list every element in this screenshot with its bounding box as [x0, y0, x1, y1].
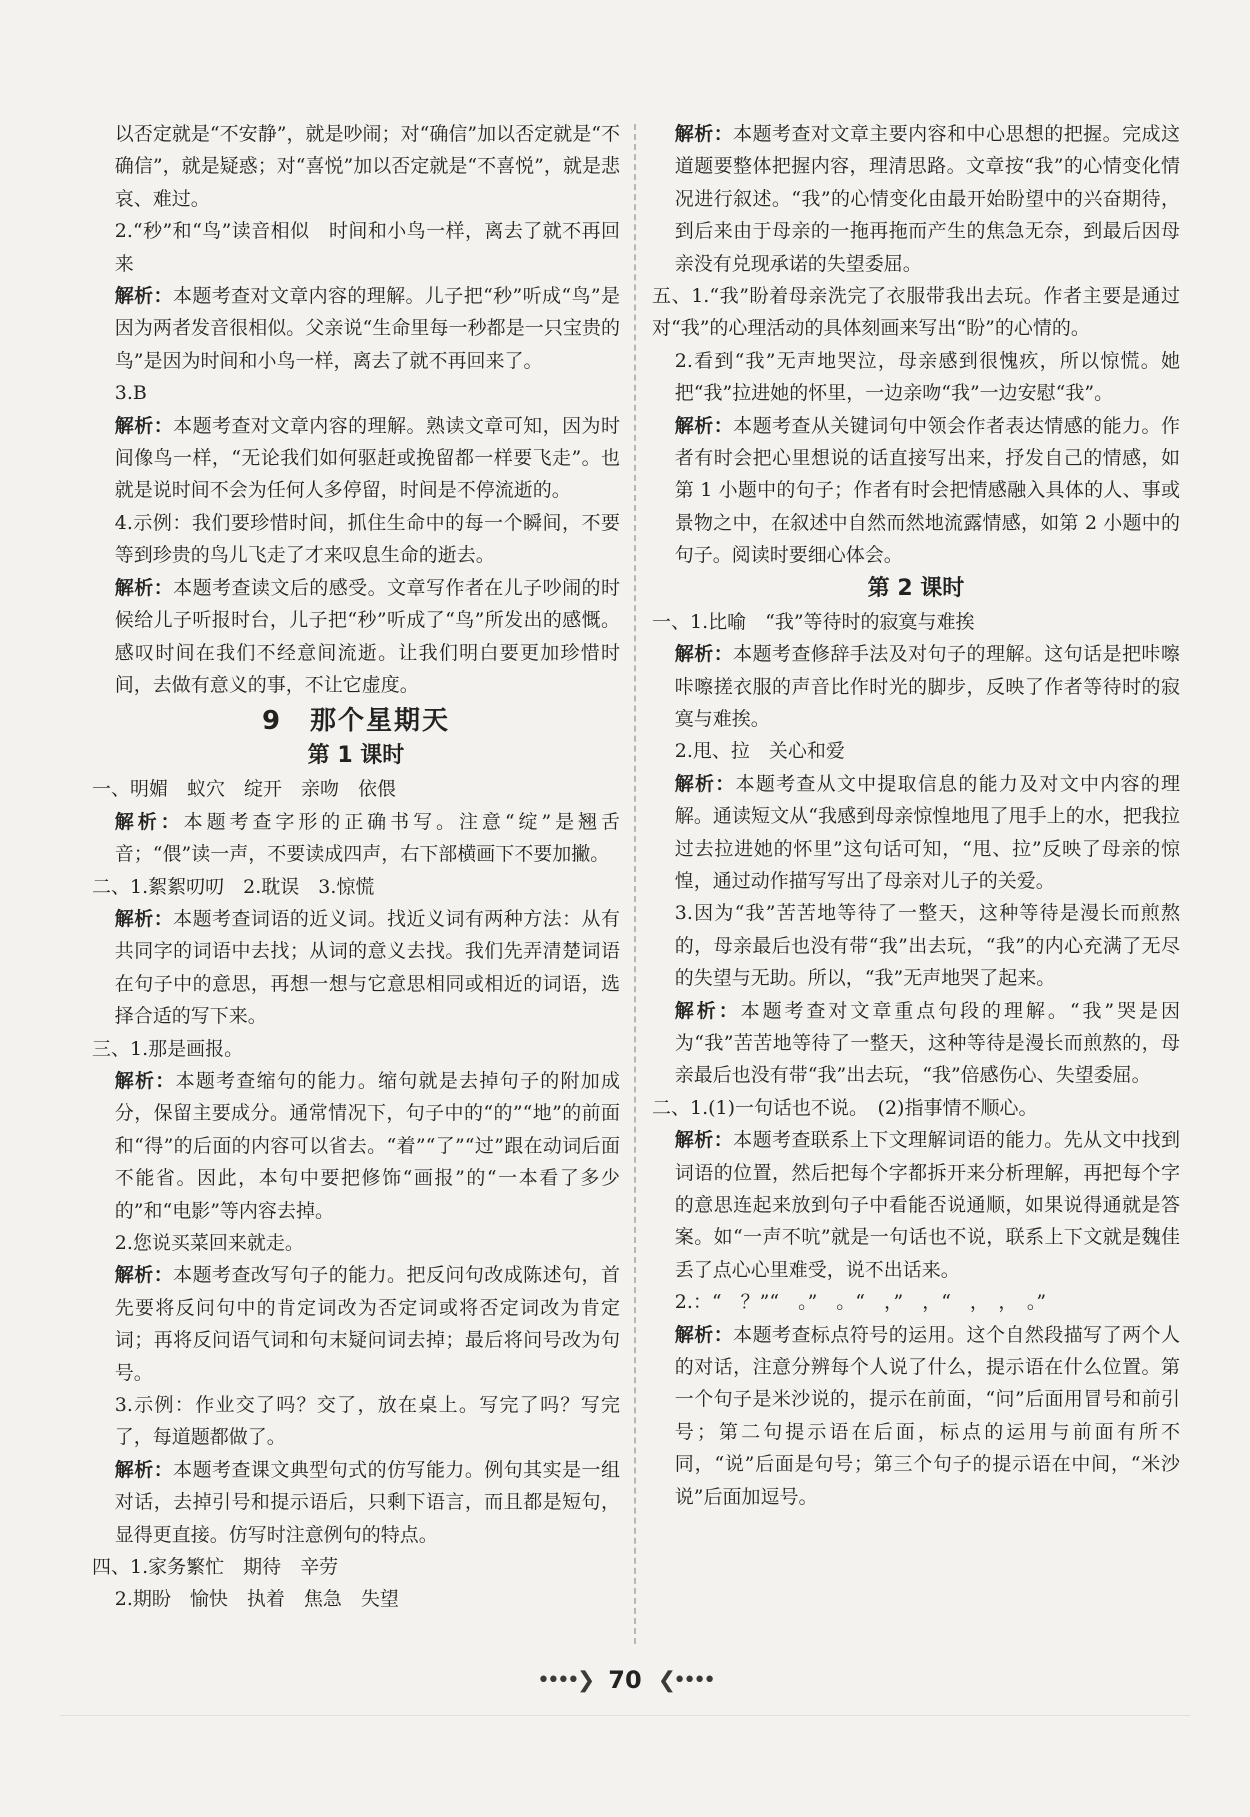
- answer-lesson2-2: 2.甩、拉 关心和爱: [674, 740, 845, 763]
- analysis-label: 解析：: [674, 1323, 734, 1346]
- answer-part-3-3: 3.示例：作业交了吗？交了，放在桌上。写完了吗？写完了，每道题都做了。: [114, 1394, 620, 1449]
- answer-part-5-1: 五、1.“我”盼着母亲洗完了衣服带我出去玩。作者主要是通过对“我”的心理活动的具体刻画来写出“盼”的心情的。: [652, 285, 1180, 340]
- section-title-1: 第 1 课时: [307, 743, 405, 769]
- analysis-label: 解析：: [674, 999, 741, 1022]
- analysis-label: 解析：: [114, 285, 173, 308]
- answer-text: 以否定就是“不安静”，就是吵闹；对“确信”加以否定就是“不确信”，就是疑惑；对“喜悦”加以否定就是“不喜悦”，就是悲哀、难过。: [114, 123, 620, 210]
- page-footer: [0, 1666, 1250, 1694]
- analysis-label: 解析：: [114, 907, 174, 930]
- analysis-label: 解析：: [114, 576, 174, 599]
- analysis-label: 解析：: [674, 643, 734, 666]
- left-arrow-icon: ❮••••: [657, 1667, 714, 1693]
- analysis-label: 解析：: [114, 810, 184, 833]
- analysis-label: 解析：: [114, 1264, 174, 1287]
- analysis-label: 解析：: [674, 414, 734, 437]
- lesson-title: 9 那个星期天: [261, 706, 451, 737]
- answer-q4: 4.示例：我们要珍惜时间，抓住生命中的每一个瞬间，不要等到珍贵的鸟儿飞走了才来叹息生命的逝去。: [114, 511, 620, 567]
- analysis-part-2: 解析：本题考查词语的近义词。找近义词有两种方法：从有共同字的词语中去找；从词的意义去找。我们先弄清楚词语在句子中的意思，再想一想与它意思相同或相近的词语，选择合适的写下来。: [114, 907, 620, 1028]
- analysis-part-3-3: 解析：本题考查课文典型句式的仿写能力。例句其实是一组对话，去掉引号和提示语后，只剩下语言，而且都是短句，显得更直接。仿写时注意例句的特点。: [114, 1458, 620, 1546]
- right-column: [652, 118, 1180, 1513]
- column-divider: [634, 124, 636, 1644]
- analysis-lesson2-3: 解析：本题考查对文章重点句段的理解。“我”哭是因为“我”苦苦地等待了一整天，这种等待是漫长而煎熬的，母亲最后也没有带“我”出去玩，“我”倍感伤心、失望委屈。: [674, 999, 1180, 1087]
- analysis-lesson2-2: 解析：本题考查从文中提取信息的能力及对文中内容的理解。通读短文从“我感到母亲惊惶地甩了甩手上的水，把我拉过去拉进她的怀里”这句话可知，“甩、拉”反映了母亲的惊惶，通过动作描写写出了母亲对儿子的关爱。: [674, 772, 1180, 892]
- answer-part-1: 一、明媚 蚁穴 绽开 亲吻 依偎: [92, 778, 397, 801]
- answer-lesson2-part2-2: 2.：“ ？”“ 。” 。“ ，” ，“ ， ， 。”: [674, 1291, 1047, 1314]
- analysis-label: 解析：: [114, 1069, 176, 1092]
- analysis-lesson2-part2-1: 解析：本题考查联系上下文理解词语的能力。先从文中找到词语的位置，然后把每个字都拆开来分析理解，再把每个字的意思连起来放到句子中看能否说通顺，如果说得通就是答案。如“一声不吭”就是一句话也不说，联系上下文就是魏佳丢了点心心里难受，说不出话来。: [674, 1129, 1180, 1281]
- answer-part-5-2: 2.看到“我”无声地哭泣，母亲感到很愧疚，所以惊慌。她把“我”拉进她的怀里，一边亲吻“我”一边安慰“我”。: [674, 349, 1180, 405]
- answer-part-4-2: 2.期盼 愉快 执着 焦急 失望: [114, 1588, 399, 1611]
- analysis-part-1: 解析：本题考查字形的正确书写。注意“绽”是翘舌音；“偎”读一声，不要读成四声，右下部横画下不要加撇。: [114, 810, 620, 866]
- answer-lesson2-1: 一、1.比喻 “我”等待时的寂寞与难挨: [652, 610, 975, 633]
- right-arrow-icon: ••••❯: [536, 1667, 593, 1693]
- analysis-part-3-1: 解析：本题考查缩句的能力。缩句就是去掉句子的附加成分，保留主要成分。通常情况下，句子中的“的”“地”的前面和“得”的后面的内容可以省去。“着”“了”“过”跟在动词后面不能省。因此，本句中要把修饰“画报”的“一本看了多少的”和“电影”等内容去掉。: [114, 1069, 620, 1222]
- analysis-label: 解析：: [674, 1129, 734, 1152]
- answer-part-3-2: 2.您说买菜回来就走。: [114, 1232, 304, 1254]
- section-title-2: 第 2 课时: [867, 575, 965, 601]
- analysis-part-5: 解析：本题考查从关键词句中领会作者表达情感的能力。作者有时会把心里想说的话直接写出来，抒发自己的情感，如第 1 小题中的句子；作者有时会把情感融入具体的人、事或景物之中，在叙述中自然而然地流露情感，如第 2 小题中的句子。阅读时要细心体会。: [674, 414, 1180, 567]
- analysis-label: 解析：: [674, 772, 736, 795]
- page-number: 70: [608, 1666, 642, 1694]
- answer-lesson2-3: 3.因为“我”苦苦地等待了一整天，这种等待是漫长而煎熬的，母亲最后也没有带“我”出去玩，“我”的内心充满了无尽的失望与无助。所以，“我”无声地哭了起来。: [674, 902, 1180, 990]
- analysis-lesson2-1: 解析：本题考查修辞手法及对句子的理解。这句话是把咔嚓咔嚓搓衣服的声音比作时光的脚步，反映了作者等待时的寂寞与难挨。: [674, 643, 1180, 730]
- answer-part-3-1: 三、1.那是画报。: [92, 1037, 244, 1060]
- answer-part-4-1: 四、1.家务繁忙 期待 辛劳: [92, 1556, 339, 1579]
- analysis-lesson2-part2-2: 解析：本题考查标点符号的运用。这个自然段描写了两个人的对话，注意分辨每个人说了什么，提示语在什么位置。第一个句子是米沙说的，提示在前面，“问”后面用冒号和前引号；第二句提示语在后面，标点的运用与前面有所不同，“说”后面是句号；第三个句子的提示语在中间，“米沙说”后面加逗号。: [674, 1323, 1180, 1508]
- left-column: [92, 118, 620, 1616]
- answer-q3: 3.B: [114, 382, 147, 405]
- footer-line: [60, 1715, 1190, 1716]
- answer-q2: 2.“秒”和“鸟”读音相似 时间和小鸟一样，离去了就不再回来: [114, 220, 620, 275]
- analysis-part-3-2: 解析：本题考查改写句子的能力。把反问句改成陈述句，首先要将反问句中的肯定词改为否定词或将否定词改为肯定词；再将反问语气词和句末疑问词去掉；最后将问号改为句号。: [114, 1264, 620, 1384]
- analysis-label: 解析：: [674, 123, 734, 145]
- analysis-q4: 解析：本题考查读文后的感受。文章写作者在儿子吵闹的时候给儿子听报时台，儿子把“秒”听成了“鸟”所发出的感慨。感叹时间在我们不经意间流逝。让我们明白要更加珍惜时间，去做有意义的事，不让它虚度。: [114, 576, 620, 696]
- analysis-label: 解析：: [114, 414, 174, 437]
- analysis-q3: 解析：本题考查对文章内容的理解。熟读文章可知，因为时间像鸟一样，“无论我们如何驱赶或挽留都一样要飞走”。也就是说时间不会为任何人多停留，时间是不停流逝的。: [114, 414, 620, 502]
- analysis-q2: 解析：本题考查对文章内容的理解。儿子把“秒”听成“鸟”是因为两者发音很相似。父亲说“生命里每一秒都是一只宝贵的鸟”是因为时间和小鸟一样，离去了就不再回来了。: [114, 285, 620, 372]
- analysis-label: 解析：: [114, 1458, 174, 1481]
- analysis-q6: 解析：本题考查对文章主要内容和中心思想的把握。完成这道题要整体把握内容，理清思路。文章按“我”的心情变化情况进行叙述。“我”的心情变化由最开始盼望中的兴奋期待，到后来由于母亲的一拖再拖而产生的焦急无奈，到最后因母亲没有兑现承诺的失望委屈。: [674, 123, 1180, 275]
- answer-part-2: 二、1.絮絮叨叨 2.耽误 3.惊慌: [92, 875, 375, 898]
- answer-lesson2-part2-1: 二、1.(1)一句话也不说。 (2)指事情不顺心。: [652, 1096, 1038, 1119]
